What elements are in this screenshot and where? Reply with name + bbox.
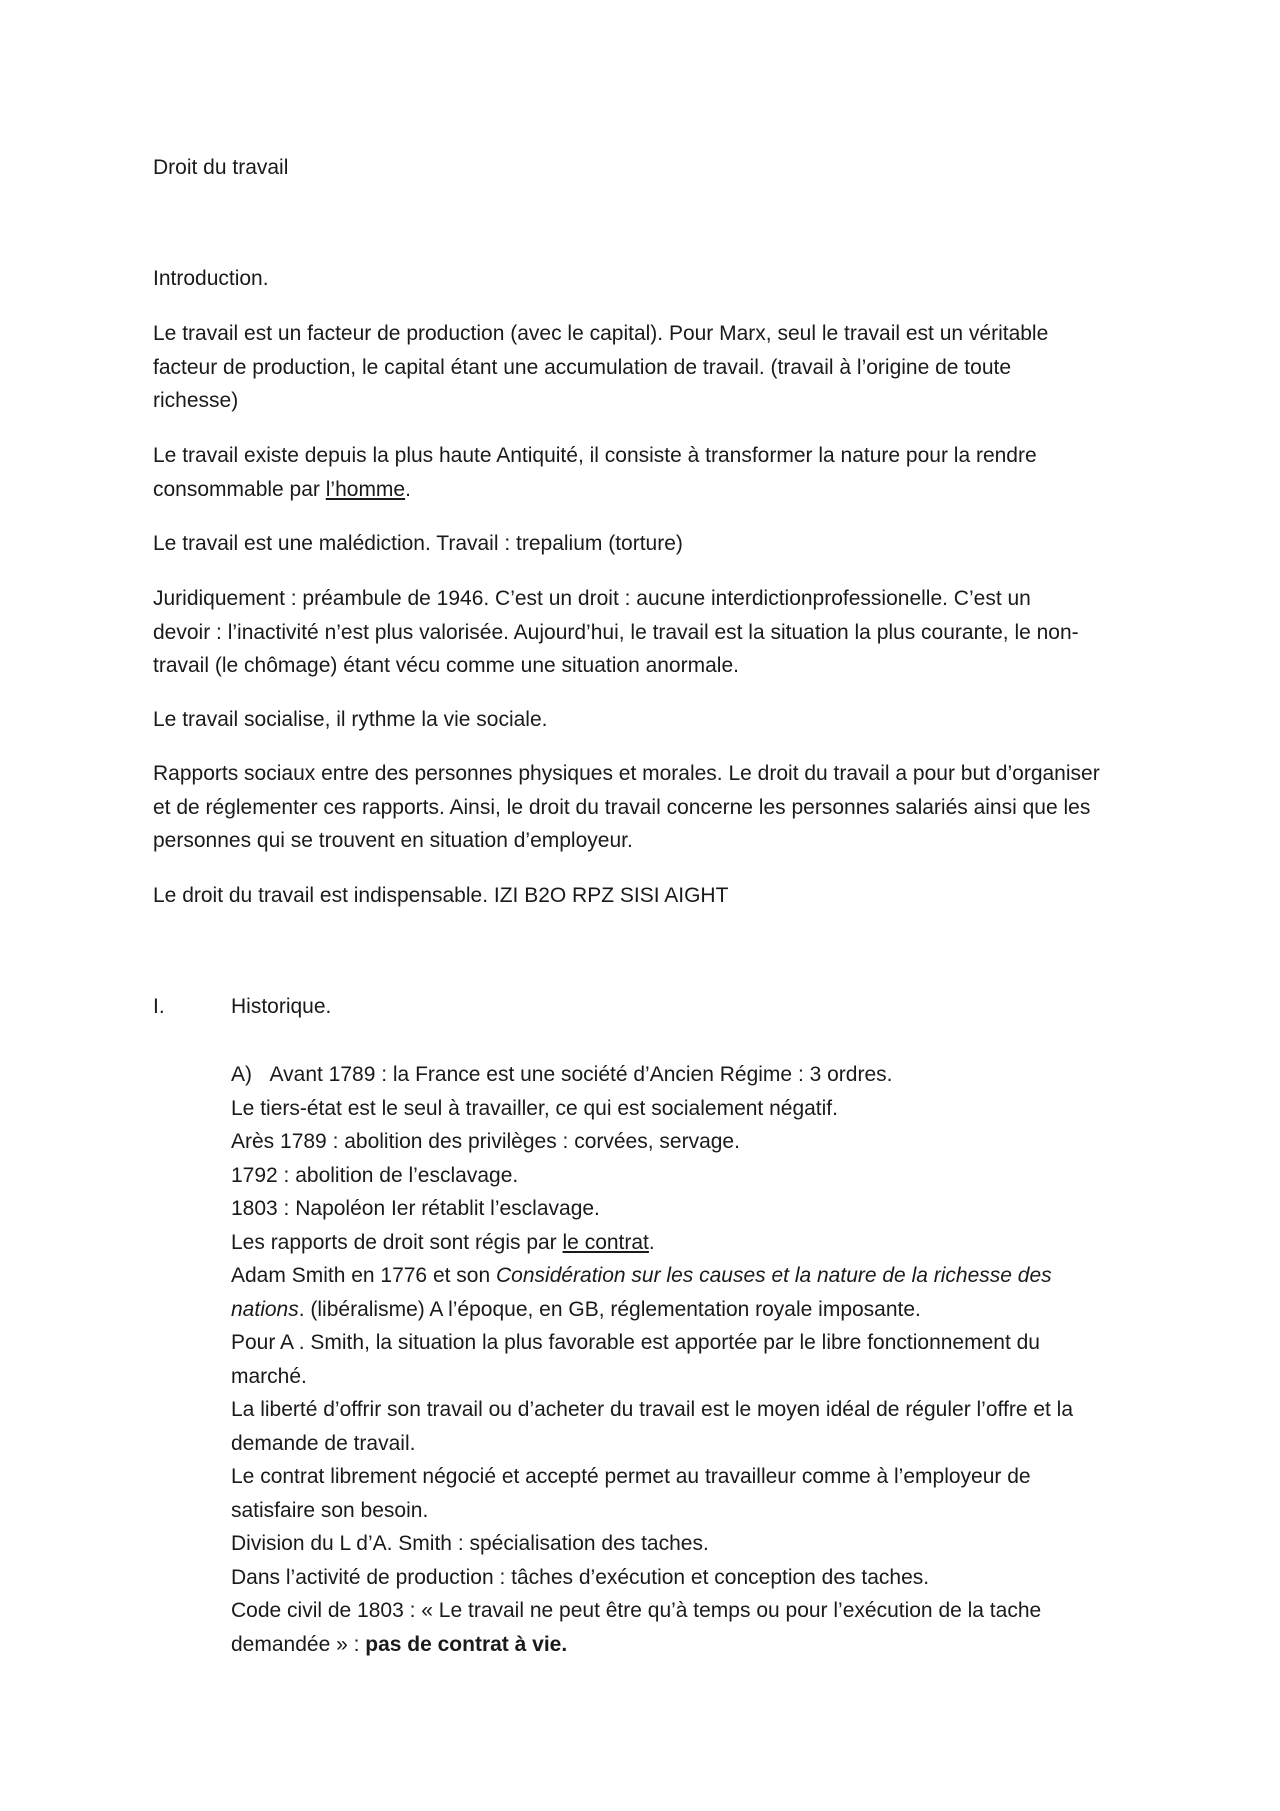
list-line: Division du L d’A. Smith : spécialisation des taches. bbox=[231, 1532, 709, 1555]
subsection-a bbox=[231, 1058, 1131, 1661]
list-line: Le contrat librement négocié et accepté permet au travailleur comme à l’employeur de bbox=[231, 1465, 1031, 1488]
text-run: consommable par bbox=[153, 477, 326, 501]
list-line bbox=[231, 1259, 1131, 1293]
text-run: . bbox=[648, 1230, 655, 1254]
list-line: marché. bbox=[231, 1364, 307, 1388]
subsection-marker: A) bbox=[231, 1063, 252, 1086]
document-title: Droit du travail bbox=[153, 156, 289, 179]
paragraph-7: Le droit du travail est indispensable. IZI B2O RPZ SISI AIGHT bbox=[153, 884, 729, 907]
intro-heading: Introduction. bbox=[153, 267, 269, 290]
paragraph-line: personnes qui se trouvent en situation d’employeur. bbox=[153, 829, 633, 852]
list-line: Le tiers-état est le seul à travailler, ce qui est socialement négatif. bbox=[231, 1096, 838, 1120]
paragraph-line: Juridiquement : préambule de 1946. C’est un droit : aucune interdictionprofessionelle. C’est un bbox=[153, 587, 1031, 610]
book-title: Considération sur les causes et la nature de la richesse des bbox=[496, 1264, 1052, 1287]
section-number: I. bbox=[153, 995, 165, 1018]
paragraph-line: travail (le chômage) étant vécu comme une situation anormale. bbox=[153, 654, 739, 677]
paragraph-4 bbox=[153, 582, 1133, 683]
text-run: . bbox=[405, 477, 411, 501]
section-title: Historique. bbox=[231, 995, 332, 1018]
list-line: demande de travail. bbox=[231, 1431, 416, 1455]
paragraph-line: Rapports sociaux entre des personnes physiques et morales. Le droit du travail a pour but d’organiser bbox=[153, 762, 1100, 785]
bold-emphasis: pas de contrat à vie. bbox=[365, 1632, 568, 1656]
paragraph-1 bbox=[153, 317, 1133, 418]
list-line bbox=[231, 1628, 1131, 1662]
paragraph-line: et de réglementer ces rapports. Ainsi, le droit du travail concerne les personnes salariés ainsi que les bbox=[153, 795, 1091, 819]
text-run: Les rapports de droit sont régis par bbox=[231, 1230, 563, 1254]
paragraph-line: Le travail est un facteur de production (avec le capital). Pour Marx, seul le travail est un véritable bbox=[153, 322, 1049, 345]
list-line bbox=[231, 1226, 1131, 1260]
list-line: Arès 1789 : abolition des privilèges : corvées, servage. bbox=[231, 1130, 740, 1153]
book-title-cont: nations bbox=[231, 1297, 299, 1321]
paragraph-line bbox=[153, 473, 1133, 507]
text-run: Adam Smith en 1776 et son bbox=[231, 1264, 496, 1287]
homme-link[interactable]: l’homme bbox=[325, 477, 406, 501]
paragraph-line: facteur de production, le capital étant une accumulation de travail. (travail à l’origine de toute bbox=[153, 355, 1012, 379]
list-line: satisfaire son besoin. bbox=[231, 1498, 429, 1522]
text-run: . (libéralisme) A l’époque, en GB, réglementation royale imposante. bbox=[298, 1297, 921, 1321]
subsection-heading bbox=[231, 1058, 1131, 1092]
list-line: La liberté d’offrir son travail ou d’acheter du travail est le moyen idéal de réguler l’offre et la bbox=[231, 1398, 1074, 1421]
paragraph-line: richesse) bbox=[153, 389, 239, 412]
contrat-link[interactable]: le contrat bbox=[562, 1230, 649, 1254]
list-line: 1792 : abolition de l’esclavage. bbox=[231, 1163, 519, 1187]
text-run: demandée » : bbox=[231, 1632, 366, 1656]
paragraph-6 bbox=[153, 757, 1133, 858]
paragraph-line: Le travail existe depuis la plus haute Antiquité, il consiste à transformer la nature pour la rendre bbox=[153, 444, 1037, 467]
list-line: Code civil de 1803 : « Le travail ne peut être qu’à temps ou pour l’exécution de la tache bbox=[231, 1599, 1042, 1622]
paragraph-2 bbox=[153, 439, 1133, 506]
list-line: Dans l’activité de production : tâches d’exécution et conception des taches. bbox=[231, 1565, 930, 1589]
paragraph-3: Le travail est une malédiction. Travail : trepalium (torture) bbox=[153, 532, 683, 555]
paragraph-5: Le travail socialise, il rythme la vie sociale. bbox=[153, 708, 548, 731]
list-line: 1803 : Napoléon Ier rétablit l’esclavage. bbox=[231, 1197, 600, 1220]
list-line bbox=[231, 1293, 1131, 1327]
list-line: Pour A . Smith, la situation la plus favorable est apportée par le libre fonctionnement du bbox=[231, 1331, 1040, 1354]
text-run: Avant 1789 : la France est une société d’Ancien Régime : 3 ordres. bbox=[269, 1063, 893, 1086]
paragraph-line: devoir : l’inactivité n’est plus valorisée. Aujourd’hui, le travail est la situation la plus courante, le non- bbox=[153, 620, 1079, 644]
